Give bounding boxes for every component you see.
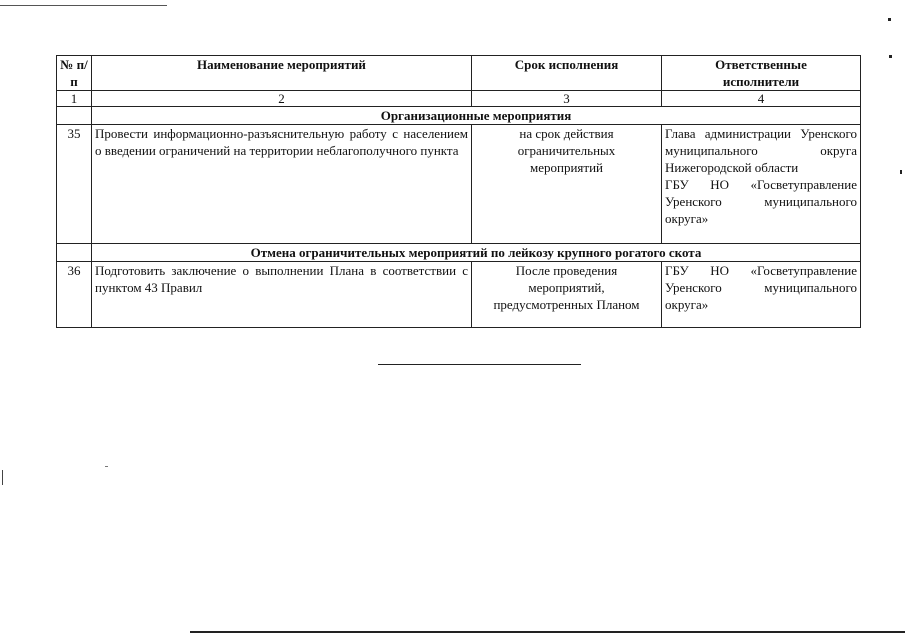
header-deadline: Срок исполнения [472, 56, 662, 91]
table-row [57, 262, 861, 328]
left-edge-mark [2, 470, 3, 485]
top-edge-line [0, 5, 167, 6]
responsible-text: Глава администрации Уренского муниципального округа Нижегородской области [665, 126, 857, 175]
index-cell: 1 [57, 91, 92, 107]
section-num-cell [57, 244, 92, 262]
scan-dot [889, 55, 892, 58]
row-deadline-text: на срок действия ограничительных мероприятий [517, 126, 616, 175]
row-deadline [472, 125, 662, 244]
row-deadline-text: После проведения мероприятий, предусмотренных Планом [493, 263, 640, 312]
section-row [57, 244, 861, 262]
responsible-text: ГБУ НО «Госветуправление Уренского муниципального округа» [665, 177, 857, 226]
row-deadline [472, 262, 662, 328]
row-name: Подготовить заключение о выполнении Плана в соответствии с пунктом 43 Правил [92, 262, 472, 328]
scan-mark [105, 466, 108, 467]
scan-dot [900, 170, 902, 174]
row-responsible [662, 262, 861, 328]
section-title: Отмена ограничительных мероприятий по лейкозу крупного рогатого скота [92, 244, 861, 262]
table-row [57, 125, 861, 244]
row-number: 36 [57, 262, 92, 328]
index-row [57, 91, 861, 107]
header-responsible: Ответственные исполнители [662, 56, 861, 91]
index-cell: 3 [472, 91, 662, 107]
row-responsible [662, 125, 861, 244]
index-cell: 4 [662, 91, 861, 107]
plan-table [56, 55, 861, 328]
section-row [57, 107, 861, 125]
section-num-cell [57, 107, 92, 125]
header-row [57, 56, 861, 91]
row-number: 35 [57, 125, 92, 244]
row-name: Провести информационно-разъяснительную работу с населением о введении ограничений на территории неблагополучного пункта [92, 125, 472, 244]
responsible-text: ГБУ НО «Госветуправление Уренского муниципального округа» [665, 263, 857, 312]
header-name: Наименование мероприятий [92, 56, 472, 91]
signature-line [378, 364, 581, 365]
header-num: № п/п [57, 56, 92, 91]
index-cell: 2 [92, 91, 472, 107]
section-title: Организационные мероприятия [92, 107, 861, 125]
scan-dot [888, 18, 891, 21]
bottom-edge-line [190, 631, 905, 633]
